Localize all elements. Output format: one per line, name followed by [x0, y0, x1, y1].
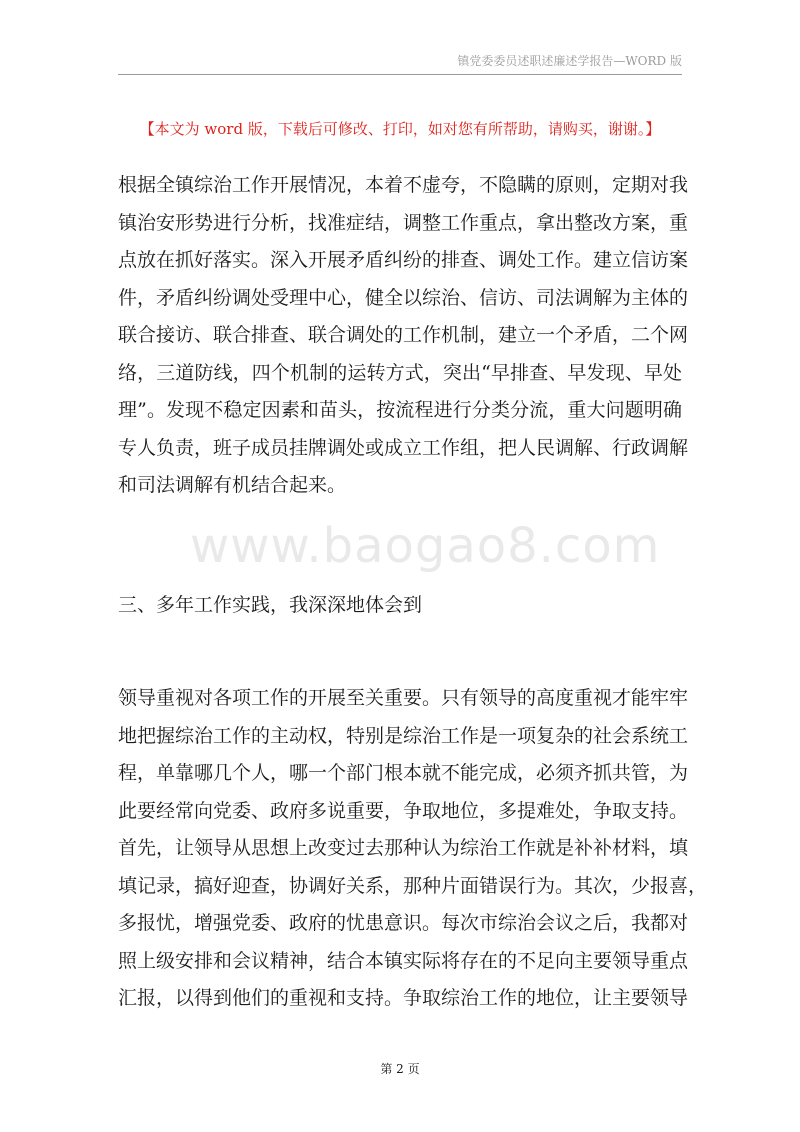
paragraph-2	[118, 680, 708, 1018]
text-line: 理”。发现不稳定因素和苗头，按流程进行分类分流，重大问题明确	[118, 399, 682, 421]
text-line: 多报忧，增强党委、政府的忧患意识。每次市综治会议之后，我都对	[118, 912, 689, 934]
text-line: 根据全镇综治工作开展情况，本着不虚夸，不隐瞒的原则，定期对我	[118, 174, 689, 196]
page-number: 第 2 页	[380, 1062, 420, 1076]
text-line: 专人负责，班子成员挂牌调处或成立工作组，把人民调解、行政调解	[118, 436, 689, 459]
paragraph-1	[118, 167, 689, 505]
text-line: 联合接访、联合排查、联合调处的工作机制，建立一个矛盾，二个网	[118, 324, 689, 346]
text-line: 件，矛盾纠纷调处受理中心，健全以综治、信访、司法调解为主体的	[118, 286, 689, 309]
text-line: 镇治安形势进行分析，找准症结，调整工作重点，拿出整改方案，重	[118, 211, 689, 234]
section-heading: 三、多年工作实践，我深深地体会到	[118, 594, 423, 616]
header-divider	[118, 74, 682, 75]
text-line: 汇报，以得到他们的重视和支持。争取综治工作的地位，让主要领导	[118, 987, 689, 1009]
text-line: 程，单靠哪几个人，哪一个部门根本就不能完成，必须齐抓共管，为	[118, 762, 689, 784]
text-line: 首先，让领导从思想上改变过去那种认为综治工作就是补补材料，填	[118, 837, 689, 859]
text-line: 地把握综治工作的主动权，特别是综治工作是一项复杂的社会系统工	[118, 724, 689, 747]
text-line: 领导重视对各项工作的开展至关重要。只有领导的高度重视才能牢牢	[118, 687, 689, 709]
text-line: 和司法调解有机结合起来。	[118, 474, 347, 496]
text-line: 络，三道防线，四个机制的运转方式，突出“早排查、早发现、早处	[118, 361, 682, 384]
purchase-notice: 【本文为 word 版，下载后可修改、打印，如对您有所帮助，请购买，谢谢。】	[139, 120, 661, 138]
text-line: 此要经常向党委、政府多说重要，争取地位，多提难处，争取支持。	[118, 799, 689, 822]
text-line: 点放在抓好落实。深入开展矛盾纠纷的排查、调处工作。建立信访案	[118, 249, 689, 271]
running-header: 镇党委委员述职述廉述学报告—WORD 版	[457, 54, 682, 68]
watermark: www.baogao8.com	[190, 518, 661, 574]
text-line: 照上级安排和会议精神，结合本镇实际将存在的不足向主要领导重点	[118, 949, 689, 972]
text-line: 填记录，搞好迎查，协调好关系，那种片面错误行为。其次，少报喜，	[118, 874, 708, 897]
